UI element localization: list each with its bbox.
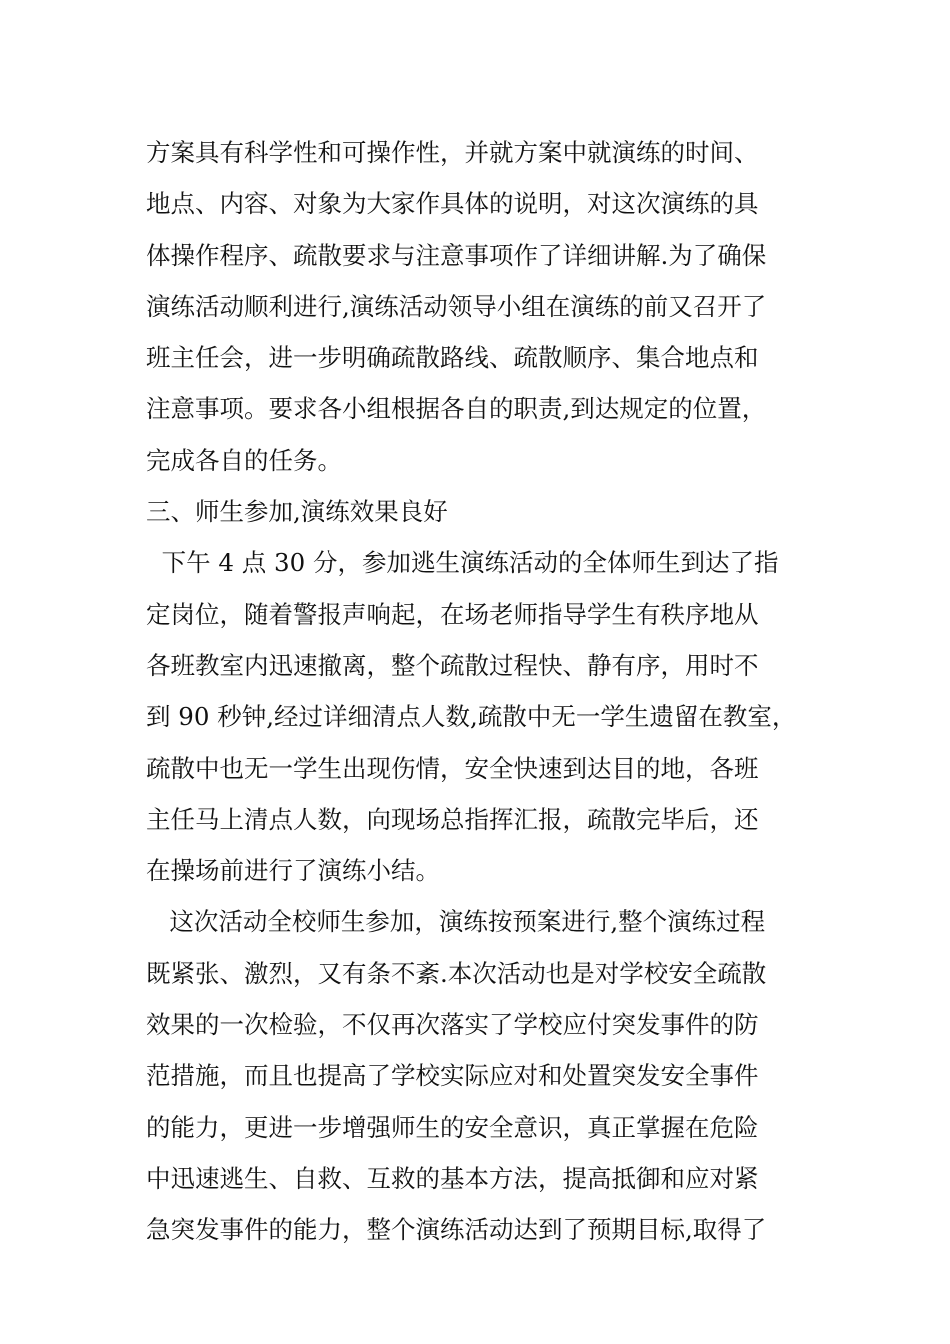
text-line: 既紧张、激烈，又有条不紊.本次活动也是对学校安全疏散	[146, 958, 767, 988]
text-line: 定岗位，随着警报声响起，在场老师指导学生有秩序地从	[146, 599, 759, 629]
text-line: 疏散中也无一学生出现伤情，安全快速到达目的地，各班	[146, 753, 759, 783]
text-line: 各班教室内迅速撤离，整个疏散过程快、静有序，用时不	[146, 650, 759, 680]
text-line: 的能力，更进一步增强师生的安全意识，真正掌握在危险	[146, 1112, 759, 1142]
section-heading: 三、师生参加,演练效果良好	[146, 497, 448, 527]
text-line: 下午 4 点 30 分，参加逃生演练活动的全体师生到达了指	[146, 548, 779, 578]
paragraph-3	[146, 896, 826, 1255]
text-line: 中迅速逃生、自救、互救的基本方法，提高抵御和应对紧	[146, 1163, 759, 1193]
text-line: 效果的一次检验，不仅再次落实了学校应付突发事件的防	[146, 1010, 759, 1040]
text-line: 班主任会，进一步明确疏散路线、疏散顺序、集合地点和	[146, 343, 759, 373]
text-line: 体操作程序、疏散要求与注意事项作了详细讲解.为了确保	[146, 240, 767, 270]
text-line: 主任马上清点人数，向现场总指挥汇报，疏散完毕后，还	[146, 804, 759, 834]
text-line: 注意事项。要求各小组根据各自的职责,到达规定的位置，	[146, 394, 767, 424]
paragraph-2	[146, 537, 826, 896]
text-line: 范措施，而且也提高了学校实际应对和处置突发安全事件	[146, 1061, 759, 1091]
text-line: 这次活动全校师生参加，演练按预案进行,整个演练过程	[146, 907, 766, 937]
text-line: 演练活动顺利进行,演练活动领导小组在演练的前又召开了	[146, 291, 767, 321]
text-line: 急突发事件的能力，整个演练活动达到了预期目标,取得了	[146, 1215, 767, 1245]
text-line: 方案具有科学性和可操作性，并就方案中就演练的时间、	[146, 138, 759, 167]
text-line: 到 90 秒钟,经过详细清点人数,疏散中无一学生遗留在教室，	[146, 702, 797, 732]
paragraph-1	[146, 127, 826, 486]
text-line: 地点、内容、对象为大家作具体的说明，对这次演练的具	[146, 189, 759, 219]
document-body	[146, 127, 826, 1256]
text-line: 完成各自的任务。	[146, 445, 342, 475]
text-line: 在操场前进行了演练小结。	[146, 856, 440, 886]
